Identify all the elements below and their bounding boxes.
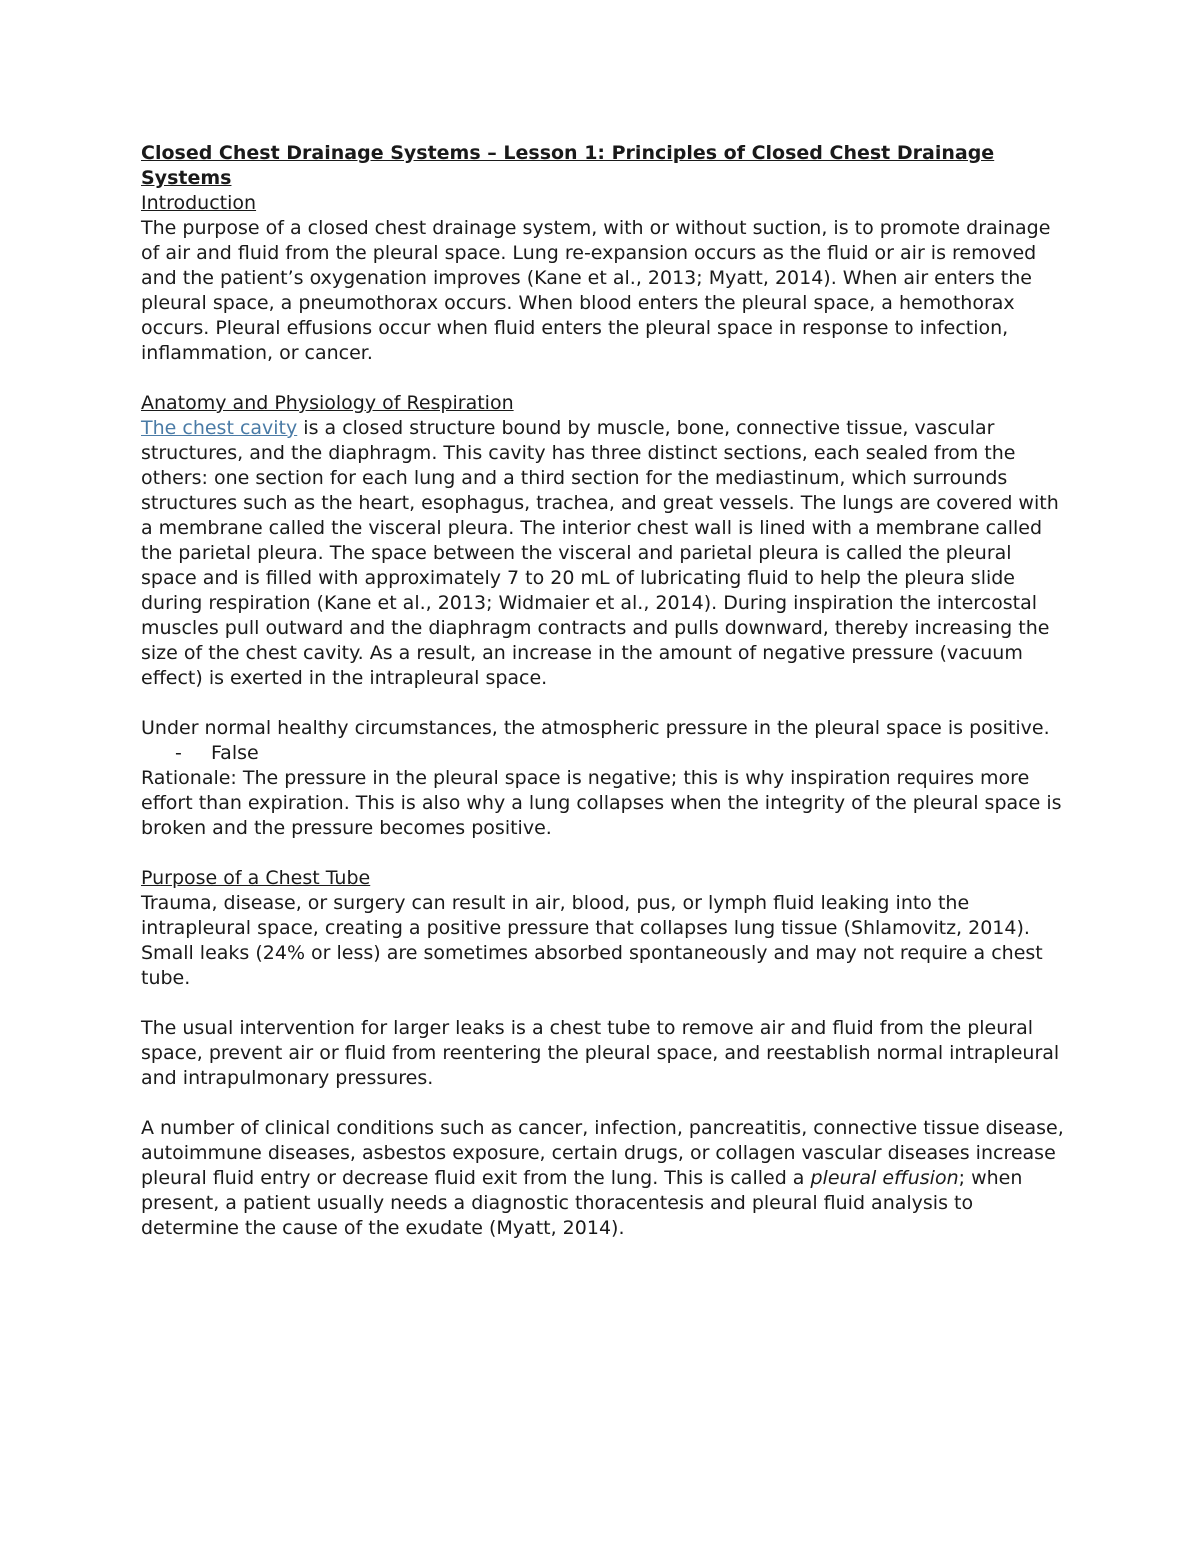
paragraph-spacer: [141, 991, 1071, 1016]
quiz-rationale: Rationale: The pressure in the pleural space is negative; this is why inspiration requires more effort than expiration. This is also why a lung collapses when the integrity of the pleural space is broken and the pressure becomes positive.: [141, 767, 1062, 839]
purpose-paragraph-3-start: A number of clinical conditions such as cancer, infection, pancreatitis, connective tissue disease, autoimmune diseases, asbestos exposure, certain drugs, or collagen vascular diseases increase pleural fluid entry or decrease fluid exit from the lung. This is called a: [141, 1117, 1064, 1189]
section-heading-purpose: Purpose of a Chest Tube: [141, 867, 371, 889]
paragraph-spacer: [141, 1091, 1071, 1116]
intro-paragraph: The purpose of a closed chest drainage system, with or without suction, is to promote drainage of air and fluid from the pleural space. Lung re-expansion occurs as the fluid or air is removed and the patient’s oxygenation improves (Kane et al., 2013; Myatt, 2014). When air enters the pleural space, a pneumothorax occurs. When blood enters the pleural space, a hemothorax occurs. Pleural effusions occur when fluid enters the pleural space in response to infection, inflammation, or cancer.: [141, 217, 1051, 364]
section-heading-anatomy: Anatomy and Physiology of Respiration: [141, 392, 514, 414]
chest-cavity-link[interactable]: The chest cavity: [141, 417, 298, 439]
anatomy-paragraph: [141, 416, 1071, 691]
document-title: Closed Chest Drainage Systems – Lesson 1: Principles of Closed Chest Drainage Systems: [141, 142, 995, 189]
document-page: [141, 141, 1071, 1241]
quiz-question: Under normal healthy circumstances, the atmospheric pressure in the pleural space is positive.: [141, 717, 1050, 739]
quiz-answer-item: [141, 741, 1071, 766]
paragraph-spacer: [141, 691, 1071, 716]
purpose-paragraph-3: [141, 1116, 1071, 1241]
anatomy-paragraph-text: is a closed structure bound by muscle, bone, connective tissue, vascular structures, and the diaphragm. This cavity has three distinct sections, each sealed from the others: one section for each lung and a third section for the mediastinum, which surrounds structures such as the heart, esophagus, trachea, and great vessels. The lungs are covered with a membrane called the visceral pleura. The interior chest wall is lined with a membrane called the parietal pleura. The space between the visceral and parietal pleura is called the pleural space and is filled with approximately 7 to 20 mL of lubricating fluid to help the pleura slide during respiration (Kane et al., 2013; Widmaier et al., 2014). During inspiration the intercostal muscles pull outward and the diaphragm contracts and pulls downward, thereby increasing the size of the chest cavity. As a result, an increase in the amount of negative pressure (vacuum effect) is exerted in the intrapleural space.: [141, 417, 1059, 689]
dash-bullet-marker: -: [175, 742, 182, 764]
purpose-paragraph-2: The usual intervention for larger leaks is a chest tube to remove air and fluid from the pleural space, prevent air or fluid from reentering the pleural space, and reestablish normal intrapleural and intrapulmonary pressures.: [141, 1017, 1060, 1089]
section-heading-introduction: Introduction: [141, 192, 257, 214]
paragraph-spacer: [141, 841, 1071, 866]
paragraph-spacer: [141, 366, 1071, 391]
pleural-effusion-term: pleural effusion: [810, 1167, 959, 1189]
purpose-paragraph-1: Trauma, disease, or surgery can result in air, blood, pus, or lymph fluid leaking into the intrapleural space, creating a positive pressure that collapses lung tissue (Shlamovitz, 2014). Small leaks (24% or less) are sometimes absorbed spontaneously and may not require a chest tube.: [141, 892, 1043, 989]
quiz-answer: False: [211, 742, 259, 764]
purpose-paragraph-3-end: ; when present, a patient usually needs a diagnostic thoracentesis and pleural fluid analysis to determine the cause of the exudate (Myatt, 2014).: [141, 1167, 1023, 1239]
